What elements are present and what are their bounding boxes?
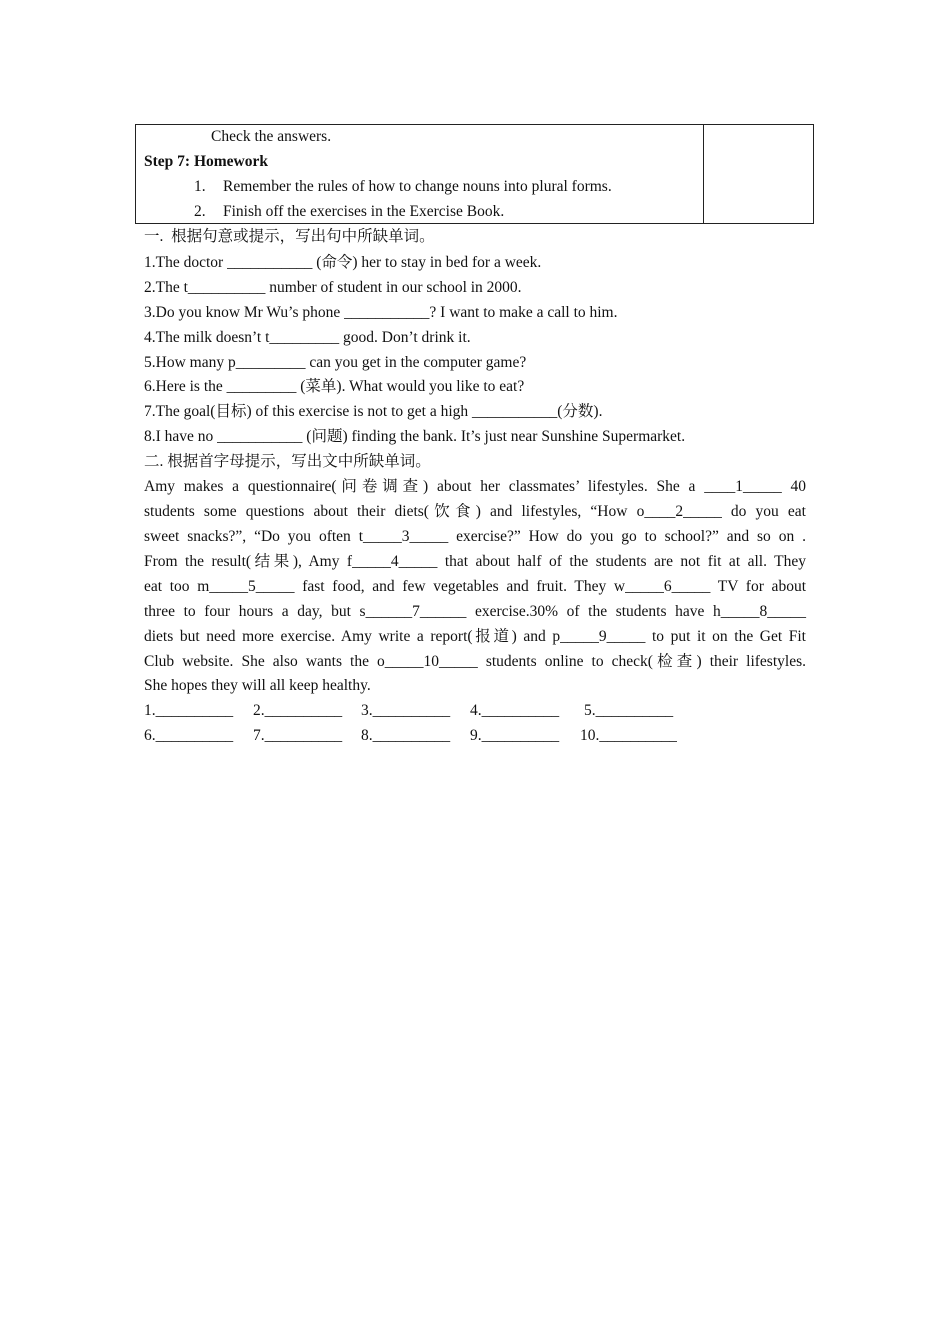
passage-line: students some questions about their diets(饮食) and lifestyles, “How o____2_____ do you eat [144, 503, 806, 520]
answer-blank: 8.__________ [361, 727, 451, 744]
section1-heading: 一. 根据句意或提示，写出句中所缺单词。 [144, 228, 435, 245]
passage-last-line: She hopes they will all keep healthy. [144, 677, 371, 694]
question-line: 6.Here is the _________ (菜单). What would you like to eat? [144, 378, 525, 395]
step-title: Step 7: Homework [144, 153, 268, 170]
question-line: 3.Do you know Mr Wu’s phone ___________? I want to make a call to him. [144, 304, 618, 321]
homework-item-number: 2. [194, 203, 206, 220]
homework-item-text: Finish off the exercises in the Exercise Book. [223, 203, 505, 220]
answer-blank: 9.__________ [470, 727, 560, 744]
passage-line: eat too m_____5_____ fast food, and few vegetables and fruit. They w_____6_____ TV for about [144, 578, 806, 595]
question-line: 5.How many p_________ can you get in the computer game? [144, 354, 527, 371]
answer-blank: 7.__________ [253, 727, 343, 744]
passage-line: three to four hours a day, but s______7______ exercise.30% of the students have h_____8_____ [144, 603, 806, 620]
answer-blank: 6.__________ [144, 727, 234, 744]
answer-blank: 5.__________ [584, 702, 674, 719]
answer-blank: 1.__________ [144, 702, 234, 719]
check-answers-line: Check the answers. [211, 128, 332, 145]
answer-blank: 2.__________ [253, 702, 343, 719]
answer-blank: 10.__________ [580, 727, 677, 744]
passage-line: Club website. She also wants the o_____10_____ students online to check(检查) their lifestyles. [144, 653, 806, 670]
homework-item-number: 1. [194, 178, 206, 195]
passage-line: From the result(结果), Amy f_____4_____ that about half of the students are not fit at all. They [144, 553, 806, 570]
question-line: 8.I have no ___________ (问题) finding the bank. It’s just near Sunshine Supermarket. [144, 428, 686, 445]
answer-blank: 3.__________ [361, 702, 451, 719]
table-column-divider [703, 125, 704, 223]
answer-blank: 4.__________ [470, 702, 560, 719]
homework-item-text: Remember the rules of how to change nouns into plural forms. [223, 178, 612, 195]
question-line: 7.The goal(目标) of this exercise is not to get a high ___________(分数). [144, 403, 603, 420]
question-line: 1.The doctor ___________ (命令) her to stay in bed for a week. [144, 254, 542, 271]
passage-line: sweet snacks?”, “Do you often t_____3_____ exercise?” How do you go to school?” and so on . [144, 528, 806, 545]
passage-line: diets but need more exercise. Amy write a report(报道) and p_____9_____ to put it on the Get Fit [144, 628, 806, 645]
section2-heading: 二. 根据首字母提示，写出文中所缺单词。 [144, 453, 431, 470]
question-line: 2.The t__________ number of student in our school in 2000. [144, 279, 522, 296]
question-line: 4.The milk doesn’t t_________ good. Don’t drink it. [144, 329, 471, 346]
passage-line: Amy makes a questionnaire(问卷调查) about her classmates’ lifestyles. She a ____1_____ 40 [144, 478, 806, 495]
